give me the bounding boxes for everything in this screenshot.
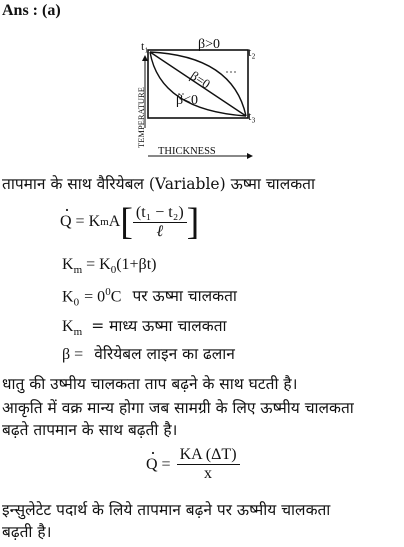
- equation-km: [62, 256, 156, 276]
- km2-sub: m: [73, 326, 83, 339]
- label-beta-positive: β>0: [198, 37, 221, 52]
- q-a: A: [108, 213, 121, 230]
- km2-lhs: K: [62, 318, 74, 335]
- figure-svg: [138, 38, 262, 168]
- label-beta-zero: β=0: [187, 67, 214, 92]
- equation-k0: [62, 286, 237, 309]
- k0-sub: 0: [73, 296, 80, 309]
- km-description: = माध्य ऊष्मा चालकता: [91, 317, 227, 335]
- paragraph-insulator-line2: बढ़ती है।: [2, 523, 52, 541]
- km-rhs: = K: [86, 256, 111, 273]
- right-bracket: ]: [186, 201, 200, 243]
- q-numerator: (t₁ − t₂): [133, 204, 187, 223]
- left-bracket: [: [120, 201, 133, 243]
- q2-fraction: [177, 446, 240, 483]
- thickness-temperature-figure: [138, 38, 262, 168]
- label-t1: t₁: [141, 39, 149, 53]
- paragraph-insulator-line1: इन्सुलेटेट पदार्थ के लिये तापमान बढ़ने पर ऊष्मीय चालकता: [2, 501, 331, 519]
- k0-lhs: K: [62, 288, 74, 306]
- k0-description: पर ऊष्मा चालकता: [132, 287, 237, 306]
- intro-text: तापमान के साथ वैरियेबल (Variable) ऊष्मा चालकता: [2, 175, 315, 193]
- beta-description: वेरियेबल लाइन का ढलान: [94, 345, 235, 363]
- q-fraction: [133, 204, 187, 241]
- paragraph-curve-line1: आकृति में वक्र मान्य होगा जब सामग्री के लिए ऊष्मीय चालकता: [2, 399, 354, 417]
- equation-km-desc: [62, 316, 227, 338]
- x-axis-label: THICKNESS: [158, 146, 216, 157]
- paragraph-metal: धातु की उष्मीय चालकता ताप बढ़ने के साथ घटती है।: [2, 375, 298, 393]
- beta-lhs: β =: [62, 346, 84, 363]
- q-sub: m: [100, 216, 109, 228]
- label-t3: t₃: [248, 109, 256, 123]
- label-beta-negative: β<0: [176, 93, 199, 108]
- q2-lhs: · Q =: [146, 456, 171, 474]
- km-rhs-sub: 0: [110, 264, 117, 277]
- q2-denominator: x: [204, 465, 213, 482]
- answer-label: Ans : (a): [2, 2, 61, 19]
- k0-rhs: = 0: [84, 288, 106, 306]
- km-tail: (1+βt): [116, 256, 157, 273]
- equation-q: [60, 200, 199, 244]
- y-axis-label: TEMPERATURE: [136, 87, 146, 148]
- label-t2: t₂: [248, 45, 256, 59]
- k0-sup: 0: [105, 286, 111, 298]
- k0-unit: C: [110, 288, 122, 306]
- equation-q2: [146, 446, 240, 483]
- paragraph-curve-line2: बढ़ते तापमान के साथ बढ़ती है।: [2, 421, 178, 439]
- km-lhs: K: [62, 256, 74, 273]
- q-denominator: ℓ: [156, 222, 164, 240]
- equation-beta: [62, 344, 235, 364]
- q2-numerator: KA (ΔT): [177, 446, 240, 465]
- km-sub: m: [73, 264, 83, 277]
- q-lhs: · Q = K: [60, 213, 100, 231]
